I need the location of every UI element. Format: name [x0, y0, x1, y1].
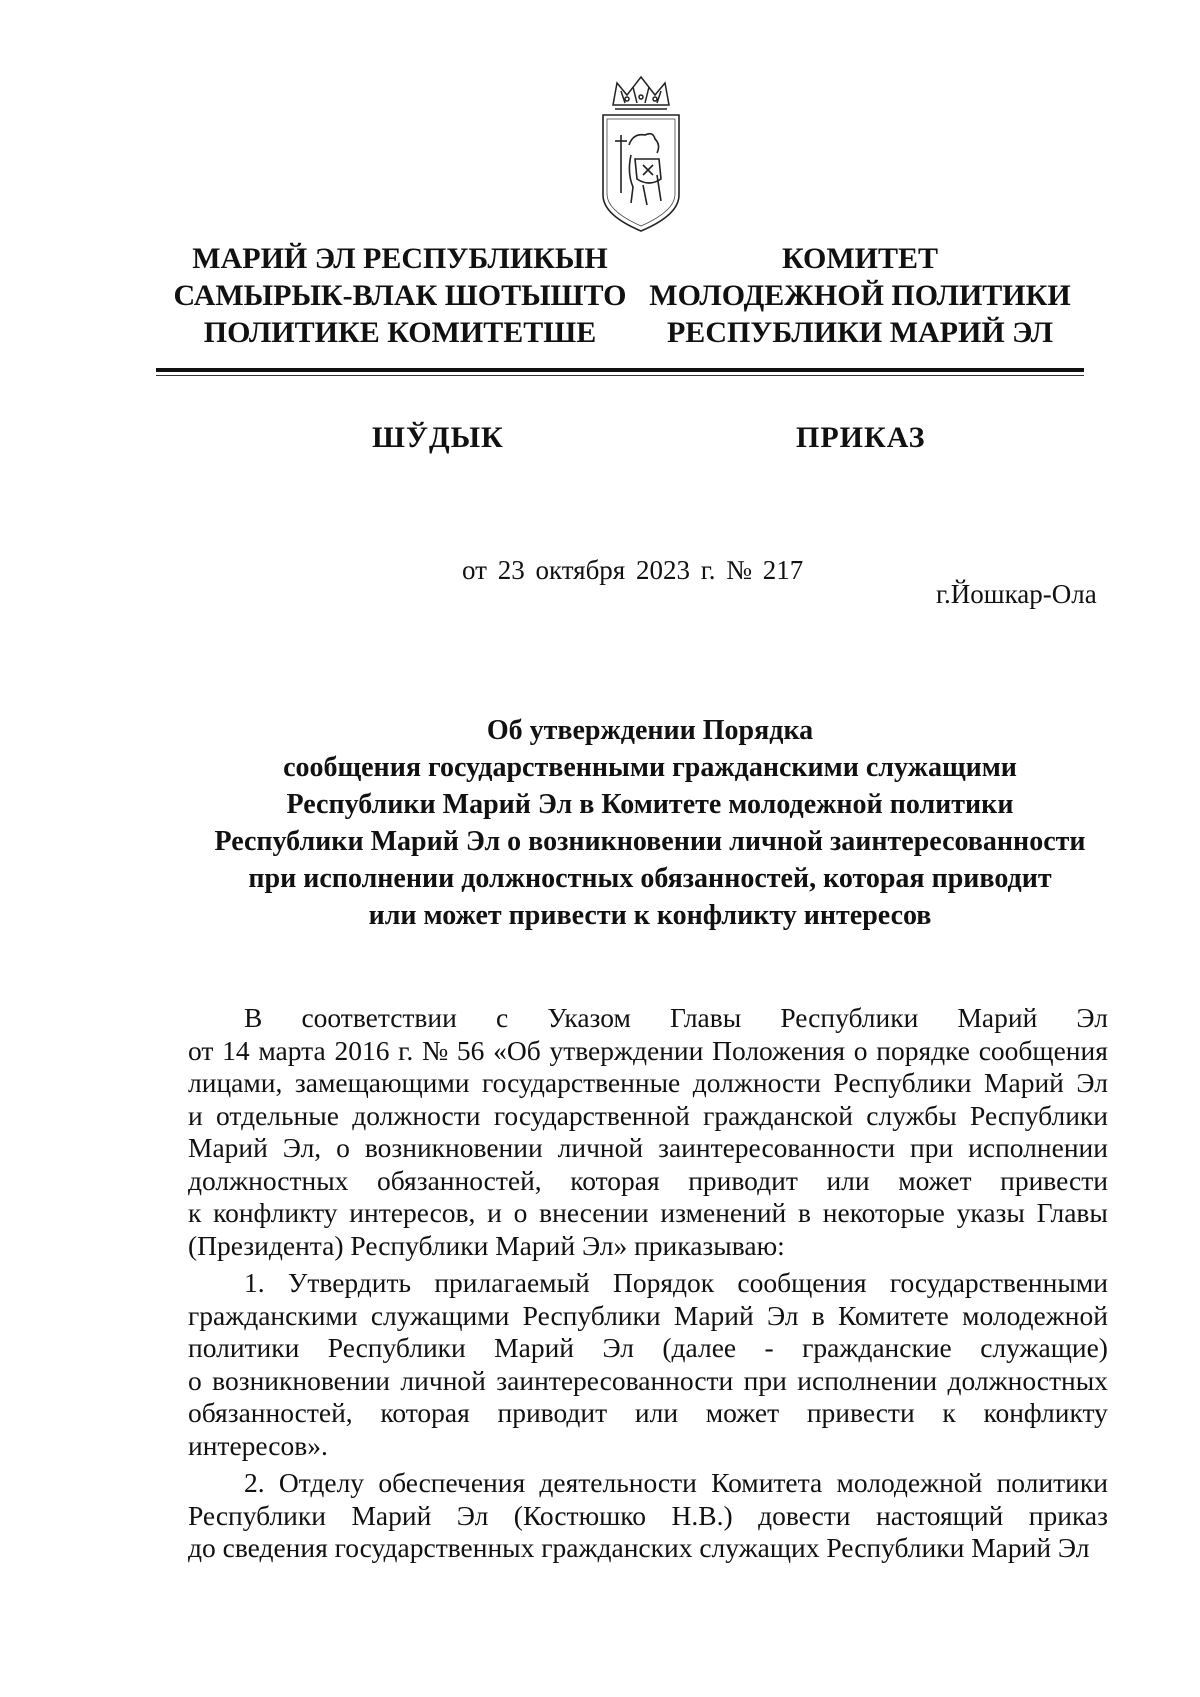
- header-left-line: ПОЛИТИКЕ КОМИТЕТШЕ: [203, 316, 597, 349]
- order-city: г.Йошкар-Ола: [936, 579, 1097, 609]
- order-body: [188, 1002, 1108, 1565]
- body-line: 2. Отделу обеспечения деятельности Комитета молодежной политики: [244, 1467, 1108, 1498]
- body-line: (Президента) Республики Марий Эл» приказываю:: [188, 1229, 785, 1261]
- title-line: сообщения государственными гражданскими служащими: [283, 752, 1017, 783]
- body-line: обязанностей, которая приводит или может привести к конфликту: [188, 1397, 1108, 1428]
- body-line: до сведения государственных гражданских служащих Республики Марий Эл: [188, 1532, 1090, 1563]
- order-title: [190, 712, 1110, 934]
- header-left-line: САМЫРЫК-ВЛАК ШОТЫШТО: [173, 279, 627, 312]
- header-mari-name: [160, 240, 640, 351]
- body-line: и отдельные должности государственной гражданской службы Республики: [188, 1099, 1108, 1131]
- title-line: Республики Марий Эл в Комитете молодежной политики: [286, 789, 1014, 820]
- header-right-line: КОМИТЕТ: [781, 242, 939, 275]
- header-left-line: МАРИЙ ЭЛ РЕСПУБЛИКЫН: [192, 242, 608, 275]
- doc-type-russian: ПРИКАЗ: [796, 421, 926, 454]
- coat-of-arms-emblem: [595, 75, 687, 235]
- body-line: Марий Эл, о возникновении личной заинтересованности при исполнении: [188, 1132, 1108, 1163]
- body-line: лицами, замещающими государственные должности Республики Марий Эл: [188, 1067, 1108, 1098]
- body-line: гражданскими служащими Республики Марий Эл в Комитете молодежной: [188, 1299, 1108, 1331]
- body-line: 1. Утвердить прилагаемый Порядок сообщения государственными: [244, 1267, 1108, 1298]
- body-line: от 14 марта 2016 г. № 56 «Об утверждении Положения о порядке сообщения: [188, 1034, 1108, 1066]
- body-line: политики Республики Марий Эл (далее - гражданские служащие): [188, 1332, 1108, 1363]
- title-line: Республики Марий Эл о возникновении личной заинтересованности: [214, 826, 1086, 857]
- title-line: при исполнении должностных обязанностей, которая приводит: [248, 863, 1052, 894]
- body-line: интересов».: [188, 1429, 328, 1461]
- title-line: Об утверждении Порядка: [486, 715, 814, 746]
- body-paragraph: [188, 1267, 1108, 1462]
- body-paragraph: [188, 1467, 1108, 1565]
- header-right-line: МОЛОДЕЖНОЙ ПОЛИТИКИ: [649, 279, 1071, 312]
- doc-type-mari: ШЎДЫК: [372, 421, 504, 454]
- order-date-number: от 23 октября 2023 г. № 217: [462, 555, 804, 585]
- header-divider-thin: [156, 375, 1084, 376]
- title-line: или может привести к конфликту интересов: [368, 900, 932, 931]
- header-right-line: РЕСПУБЛИКИ МАРИЙ ЭЛ: [666, 316, 1053, 349]
- header-divider-thick: [156, 368, 1084, 372]
- body-line: должностных обязанностей, которая приводит или может привести: [188, 1164, 1108, 1196]
- body-line: к конфликту интересов, и о внесении изменений в некоторые указы Главы: [188, 1197, 1108, 1228]
- body-line: В соответствии с Указом Главы Республики Марий Эл: [244, 1002, 1108, 1033]
- body-line: Республики Марий Эл (Костюшко Н.В.) довести настоящий приказ: [188, 1499, 1108, 1531]
- body-paragraph: [188, 1002, 1108, 1262]
- body-line: о возникновении личной заинтересованности при исполнении должностных: [188, 1364, 1108, 1396]
- header-russian-name: [640, 240, 1080, 351]
